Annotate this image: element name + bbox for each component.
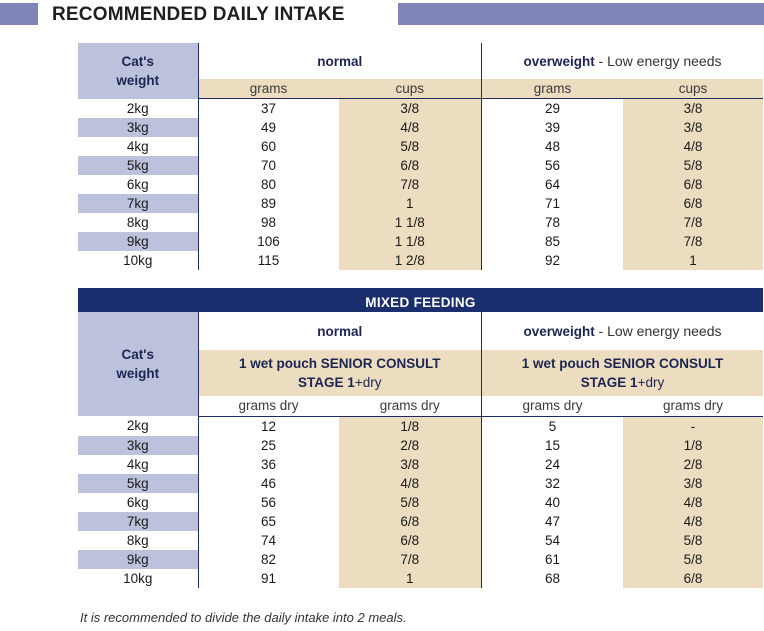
normal-cups-cell: 1 [339, 569, 482, 588]
normal-group-header: normal [198, 43, 482, 79]
table-row [78, 175, 763, 194]
normal-grams-cell: 80 [198, 175, 339, 194]
intake-table [78, 43, 763, 270]
overweight-label: overweight [523, 53, 595, 69]
overweight-cups-cell: 5/8 [623, 531, 763, 550]
weight-cell: 4kg [126, 456, 149, 472]
weight-cell: 4kg [126, 139, 149, 154]
weight-cell: 7kg [78, 194, 198, 213]
overweight-grams-cell: 78 [482, 213, 624, 232]
weight-header-line2: weight [116, 72, 160, 88]
table-row [78, 474, 763, 493]
table-row [78, 232, 763, 251]
overweight-cups-cell: 3/8 [623, 99, 763, 119]
weight-column-header [78, 43, 198, 99]
weight-cell: 5kg [78, 156, 198, 175]
mixed-unit-normal-grams: grams dry [198, 396, 339, 416]
overweight-cups-cell: 7/8 [623, 213, 763, 232]
overweight-grams-cell: 71 [482, 194, 624, 213]
normal-grams-cell: 46 [198, 474, 339, 493]
footnote: It is recommended to divide the daily intake into 2 meals. [80, 610, 407, 625]
table-row [78, 194, 763, 213]
overweight-cups-cell: 5/8 [623, 156, 763, 175]
overweight-grams-cell: 24 [482, 455, 624, 474]
overweight-cups-cell: - [623, 416, 763, 436]
overweight-grams-cell: 29 [482, 99, 624, 119]
table-row [78, 156, 763, 175]
overweight-cups-cell: 4/8 [623, 137, 763, 156]
overweight-cups-cell: 1 [623, 251, 763, 270]
mixed-unit-overweight-cups: grams dry [623, 396, 763, 416]
page-title: RECOMMENDED DAILY INTAKE [52, 4, 345, 25]
normal-cups-cell: 3/8 [339, 455, 482, 474]
normal-grams-cell: 70 [198, 156, 339, 175]
normal-grams-cell: 49 [198, 118, 339, 137]
overweight-grams-cell: 15 [482, 436, 624, 455]
overweight-group-header [482, 43, 764, 79]
normal-grams-cell: 106 [198, 232, 339, 251]
overweight-cups-cell: 2/8 [623, 455, 763, 474]
normal-grams-cell: 82 [198, 550, 339, 569]
mixed-weight-header-line1: Cat's [121, 347, 154, 362]
overweight-pouch-stage: STAGE 1 [580, 375, 638, 390]
mixed-weight-column-header [78, 312, 198, 416]
mixed-feeding-band: MIXED FEEDING [78, 292, 763, 312]
weight-cell: 9kg [78, 550, 198, 569]
weight-cell: 3kg [78, 118, 198, 137]
table-row [78, 137, 763, 156]
mixed-normal-group-header: normal [198, 312, 482, 350]
weight-cell: 6kg [126, 177, 149, 192]
table-row [78, 251, 763, 270]
normal-cups-cell: 6/8 [339, 531, 482, 550]
overweight-pouch-line2 [482, 373, 763, 392]
normal-cups-cell: 5/8 [339, 493, 482, 512]
mixed-overweight-note: - Low energy needs [598, 322, 722, 339]
mixed-feeding-table-body [78, 416, 763, 588]
normal-grams-cell: 98 [198, 213, 339, 232]
normal-cups-cell: 1/8 [339, 416, 482, 436]
overweight-pouch-header [482, 350, 764, 396]
normal-cups-cell: 1 [339, 194, 482, 213]
normal-cups-cell: 1 1/8 [339, 232, 482, 251]
overweight-grams-cell: 61 [482, 550, 624, 569]
overweight-cups-cell: 6/8 [623, 194, 763, 213]
table-row [78, 455, 763, 474]
normal-cups-cell: 2/8 [339, 436, 482, 455]
normal-grams-cell: 25 [198, 436, 339, 455]
normal-grams-cell: 37 [198, 99, 339, 119]
overweight-grams-cell: 64 [482, 175, 624, 194]
weight-cell: 2kg [126, 418, 149, 434]
overweight-grams-cell: 39 [482, 118, 624, 137]
weight-cell: 10kg [123, 253, 153, 268]
mixed-weight-header-line2: weight [116, 366, 160, 381]
normal-grams-cell: 36 [198, 455, 339, 474]
table-row [78, 118, 763, 137]
normal-grams-cell: 60 [198, 137, 339, 156]
unit-normal-cups: cups [339, 79, 482, 99]
table-row [78, 213, 763, 232]
normal-grams-cell: 12 [198, 416, 339, 436]
overweight-cups-cell: 4/8 [623, 493, 763, 512]
intake-table-body [78, 99, 763, 271]
unit-overweight-cups: cups [623, 79, 763, 99]
overweight-grams-cell: 32 [482, 474, 624, 493]
mixed-feeding-table [78, 288, 763, 588]
weight-cell: 6kg [126, 494, 149, 510]
table-row [78, 531, 763, 550]
overweight-note: - Low energy needs [598, 52, 722, 69]
normal-cups-cell: 5/8 [339, 137, 482, 156]
normal-cups-cell: 1 2/8 [339, 251, 482, 270]
weight-header-line1: Cat's [121, 53, 154, 69]
table-row [78, 493, 763, 512]
table-row [78, 416, 763, 436]
normal-cups-cell: 6/8 [339, 156, 482, 175]
normal-cups-cell: 4/8 [339, 474, 482, 493]
overweight-cups-cell: 5/8 [623, 550, 763, 569]
normal-pouch-line2 [199, 373, 482, 392]
normal-grams-cell: 65 [198, 512, 339, 531]
overweight-grams-cell: 48 [482, 137, 624, 156]
overweight-grams-cell: 92 [482, 251, 624, 270]
header-bar-right [398, 3, 764, 25]
table-row [78, 436, 763, 455]
weight-cell: 3kg [78, 436, 198, 455]
overweight-cups-cell: 1/8 [623, 436, 763, 455]
weight-cell: 8kg [126, 532, 149, 548]
weight-cell: 2kg [126, 100, 149, 116]
unit-overweight-grams: grams [482, 79, 624, 99]
mixed-overweight-label: overweight [523, 323, 595, 339]
normal-grams-cell: 89 [198, 194, 339, 213]
overweight-grams-cell: 54 [482, 531, 624, 550]
overweight-grams-cell: 85 [482, 232, 624, 251]
overweight-pouch-line1: 1 wet pouch SENIOR CONSULT [521, 356, 724, 371]
normal-cups-cell: 3/8 [339, 99, 482, 119]
normal-pouch-header [198, 350, 482, 396]
overweight-cups-cell: 4/8 [623, 512, 763, 531]
normal-cups-cell: 7/8 [339, 175, 482, 194]
mixed-unit-overweight-grams: grams dry [482, 396, 624, 416]
normal-grams-cell: 56 [198, 493, 339, 512]
weight-cell: 5kg [78, 474, 198, 493]
table-row [78, 550, 763, 569]
normal-pouch-stage: STAGE 1 [298, 375, 355, 390]
overweight-cups-cell: 6/8 [623, 569, 763, 588]
normal-cups-cell: 1 1/8 [339, 213, 482, 232]
weight-cell: 8kg [126, 215, 149, 230]
overweight-grams-cell: 56 [482, 156, 624, 175]
overweight-grams-cell: 68 [482, 569, 624, 588]
normal-cups-cell: 7/8 [339, 550, 482, 569]
mixed-overweight-group-header [482, 312, 764, 350]
overweight-grams-cell: 40 [482, 493, 624, 512]
normal-cups-cell: 4/8 [339, 118, 482, 137]
overweight-cups-cell: 3/8 [623, 118, 763, 137]
weight-cell: 7kg [78, 512, 198, 531]
normal-pouch-line1: 1 wet pouch SENIOR CONSULT [238, 356, 441, 371]
table-row [78, 512, 763, 531]
overweight-grams-cell: 5 [482, 416, 624, 436]
unit-normal-grams: grams [198, 79, 339, 99]
normal-grams-cell: 115 [198, 251, 339, 270]
overweight-pouch-dry: +dry [637, 375, 665, 390]
table-row [78, 569, 763, 588]
overweight-cups-cell: 7/8 [623, 232, 763, 251]
normal-cups-cell: 6/8 [339, 512, 482, 531]
overweight-cups-cell: 3/8 [623, 474, 763, 493]
normal-grams-cell: 74 [198, 531, 339, 550]
table-row [78, 99, 763, 119]
normal-pouch-dry: +dry [354, 375, 382, 390]
mixed-unit-normal-cups: grams dry [339, 396, 482, 416]
overweight-cups-cell: 6/8 [623, 175, 763, 194]
weight-cell: 10kg [123, 570, 153, 586]
overweight-grams-cell: 47 [482, 512, 624, 531]
header-bar-left [0, 3, 38, 25]
normal-grams-cell: 91 [198, 569, 339, 588]
weight-cell: 9kg [78, 232, 198, 251]
